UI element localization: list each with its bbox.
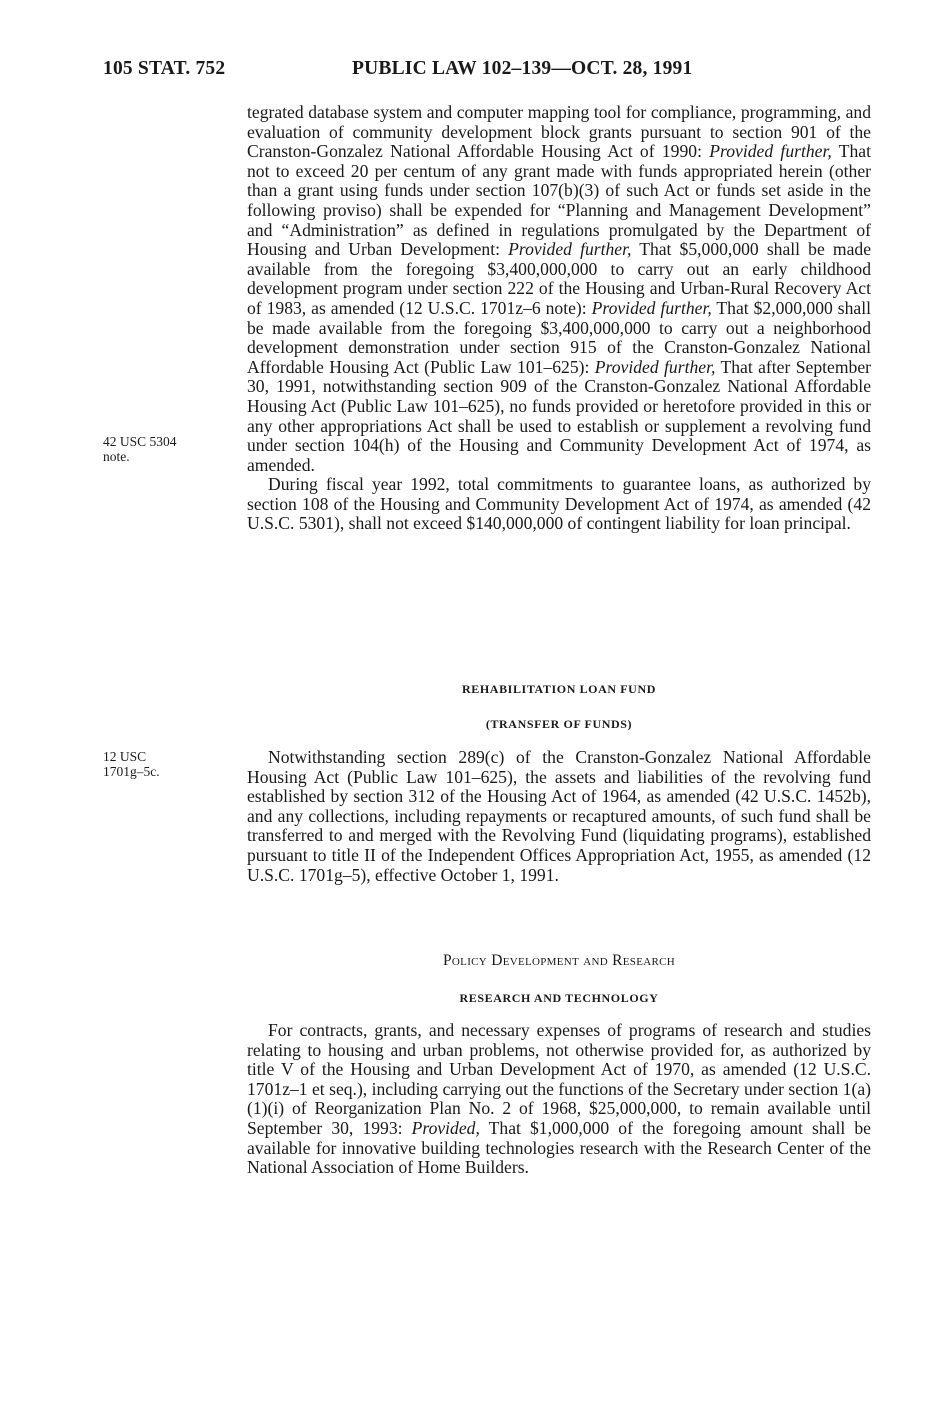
statute-page-number: 105 STAT. 752 — [103, 58, 226, 79]
margin-note-42-usc-5304 — [103, 434, 223, 464]
margin-note-line: note. — [103, 449, 130, 464]
margin-note-12-usc-1701g — [103, 749, 223, 779]
section-subheading-transfer-of-funds: (TRANSFER OF FUNDS) — [485, 717, 633, 731]
section-subheading-research-technology: RESEARCH AND TECHNOLOGY — [459, 991, 659, 1005]
running-header — [103, 58, 873, 86]
rehabilitation-loan-fund-block — [247, 748, 871, 885]
margin-note-line: 1701g–5c. — [103, 764, 160, 779]
public-law-citation: PUBLIC LAW 102–139—OCT. 28, 1991 — [352, 58, 693, 79]
margin-note-line: 12 USC — [103, 749, 147, 764]
cdbg-provisions-block — [247, 103, 871, 534]
section-heading-rehabilitation-loan-fund: REHABILITATION LOAN FUND — [462, 682, 656, 696]
rehabilitation-paragraph: Notwithstanding section 289(c) of the Cranston-Gonzalez National Affordable Housing Act (Public Law 101–625), the assets and liabilities of the revolving fund established by section 312 of the Housing Act of 1964, as amended (42 U.S.C. 1452b), and any collections, including repayments or recaptured amounts, of such fund shall be transferred to and merged with the Revolving Fund (liquidating programs), established pursuant to title II of the Independent Offices Appropriation Act, 1955, as amended (12 U.S.C. 1701g–5), effective October 1, 1991. — [247, 747, 871, 885]
section-heading-policy-development: Policy Development and Research — [443, 952, 675, 969]
cdbg-paragraph: tegrated database system and computer mapping tool for compliance, programming, and evaluation of community development block grants pursuant to section 901 of the Cranston-Gonzalez National Affordable Housing Act of 1990: Provided further, That not to exceed 20 per centum of any grant made with funds appropriated herein (other than a grant using funds under section 107(b)(3) of such Act or funds set aside in the following proviso) shall be expended for “Planning and Management Development” and “Administration” as defined in regulations promulgated by the Department of Housing and Urban Development: Provided further, That $5,000,000 shall be made available from the foregoing $3,400,000,000 to carry out an early childhood development program under section 222 of the Housing and Urban-Rural Recovery Act of 1983, as amended (12 U.S.C. 1701z–6 note): Provided further, That $2,000,000 shall be made available from the foregoing $3,400,000,000 to carry out a neighborhood development demonstration under section 915 of the Cranston-Gonzalez National Affordable Housing Act (Public Law 101–625): Provided further, That after September 30, 1991, notwithstanding section 909 of the Cranston-Gonzalez National Affordable Housing Act (Public Law 101–625), no funds provided or heretofore provided in this or any other appropriations Act shall be used to establish or supplement a revolving fund under section 104(h) of the Housing and Community Development Act of 1974, as amended. — [247, 102, 872, 475]
margin-note-line: 42 USC 5304 — [103, 434, 177, 449]
research-technology-block — [247, 1021, 871, 1178]
loan-guarantee-paragraph: During fiscal year 1992, total commitments to guarantee loans, as authorized by section 108 of the Housing and Community Development Act of 1974, as amended (42 U.S.C. 5301), shall not exceed $140,000,000 of contingent liability for loan principal. — [247, 474, 871, 534]
research-paragraph: For contracts, grants, and necessary expenses of programs of research and studies relating to housing and urban problems, not otherwise provided for, as authorized by title V of the Housing and Urban Development Act of 1970, as amended (12 U.S.C. 1701z–1 et seq.), including carrying out the functions of the Secretary under section 1(a)(1)(i) of Reorganization Plan No. 2 of 1968, $25,000,000, to remain available until September 30, 1993: Provided, That $1,000,000 of the foregoing amount shall be available for innovative building technologies research with the Research Center of the National Association of Home Builders. — [247, 1020, 871, 1178]
